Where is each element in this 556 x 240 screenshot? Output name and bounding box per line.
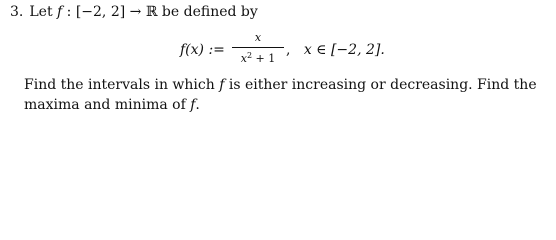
task-paragraph bbox=[24, 75, 544, 115]
fraction-bar bbox=[232, 47, 284, 48]
formula-condition-wrap bbox=[286, 41, 385, 59]
intro-text: Let bbox=[29, 4, 58, 20]
formula-condition: x ∈ [−2, 2]. bbox=[303, 42, 385, 58]
task-function-symbol-2: f bbox=[190, 97, 196, 113]
denominator-exponent: 2 bbox=[246, 51, 253, 60]
fraction-numerator: x bbox=[254, 31, 262, 44]
formula-lhs: f(x) := bbox=[180, 42, 225, 58]
problem-number: 3. bbox=[10, 4, 24, 20]
fraction bbox=[232, 31, 284, 66]
task-text-1: Find the intervals in which bbox=[24, 77, 220, 93]
problem-statement-line bbox=[10, 3, 258, 21]
intro-text-end: be defined by bbox=[157, 4, 258, 20]
task-function-symbol-1: f bbox=[219, 77, 225, 93]
task-text-2: is either increasing or decreasing. Find the maxima and minima of bbox=[24, 77, 537, 113]
domain-codomain: : [−2, 2] → ℝ bbox=[62, 4, 158, 20]
task-period: . bbox=[195, 97, 200, 113]
formula-comma: , bbox=[286, 42, 291, 58]
denominator-tail: + 1 bbox=[252, 52, 276, 65]
denominator-base: x bbox=[240, 52, 247, 65]
fraction-denominator bbox=[232, 49, 284, 66]
function-symbol: f bbox=[57, 4, 63, 20]
